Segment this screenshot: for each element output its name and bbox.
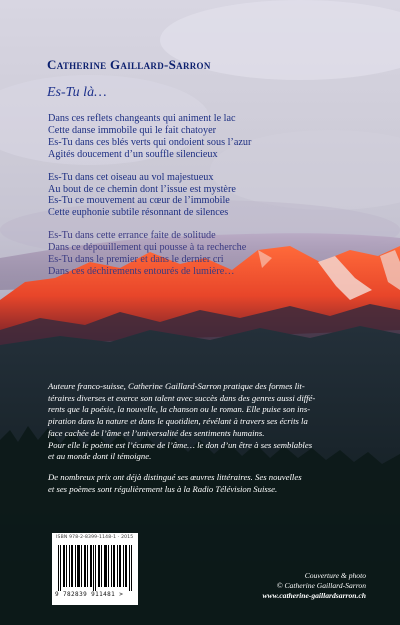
poem-stanza [48,230,368,278]
isbn-label: ISBN 978-2-8399-1148-1 · 2015 [56,535,134,540]
isbn-digits: 9 782839 911481 > [55,591,124,598]
poem-line: Es-Tu dans le premier et dans le dernier cri [48,254,224,266]
bio-line: rents que la poésie, la nouvelle, la chanson ou le roman. Elle puise son ins- [48,404,311,415]
poem-line: Cette danse immobile qui le fait chatoyer [48,124,217,136]
photo-credits [262,571,366,601]
poem-title: Es-Tu là… [47,85,107,100]
bio-line: De nombreux prix ont déjà distingué ses œuvres littéraires. Ses nouvelles [48,471,302,482]
poem-stanza [48,113,368,161]
bio-line: téraires diverses et exerce son talent avec succès dans des genres aussi diffé- [48,392,316,403]
poem-line: Es-Tu ce mouvement au cœur de l’immobile [48,195,230,207]
bio-line: et au monde dont il témoigne. [48,451,152,462]
bio-line: Pour elle le poème est l’écume de l’âme… le don d’un être à ses semblables [48,439,313,450]
poem-line: Es-Tu dans ces blés verts qui ondoient sous l’azur [48,136,252,148]
bio-line: Auteure franco-suisse, Catherine Gaillard-Sarron pratique des formes lit- [48,381,305,391]
bio-line: et ses poèmes sont régulièrement lus à la Radio Télévision Suisse. [48,483,278,494]
poem-line: Dans ce dépouillement qui pousse à ta recherche [48,242,247,254]
poem-line: Cette euphonie subtile résonnant de silences [48,207,229,219]
barcode-bars [58,545,132,591]
poem-text [48,113,368,289]
poem-line: Au bout de ce chemin dont l’issue est mystère [48,183,236,195]
bio-line: piration dans la nature et dans le quotidien, révélant à travers ses écrits la [48,416,308,427]
bio-paragraph [48,472,362,495]
isbn-barcode [52,533,138,605]
author-bio [48,381,362,504]
poem-line: Es-Tu dans cette errance faite de solitude [48,230,216,242]
bio-paragraph [48,381,362,463]
author-website: www.catherine-gaillardsarron.ch [262,591,366,600]
credits-line: © Catherine Gaillard-Sarron [276,581,366,590]
poem-line: Es-Tu dans cet oiseau au vol majestueux [48,171,214,183]
credits-line: Couverture & photo [304,571,366,580]
poem-line: Agités doucement d’un souffle silencieux [48,148,218,160]
author-name: Catherine Gaillard-Sarron [47,57,211,72]
bio-line: face cachée de l’âme et l’universalité des sentiments humains. [48,427,265,438]
poem-line: Dans ces reflets changeants qui animent le lac [48,113,236,124]
poem-stanza [48,172,368,220]
poem-line: Dans ces déchirements entourés de lumière… [48,265,235,277]
